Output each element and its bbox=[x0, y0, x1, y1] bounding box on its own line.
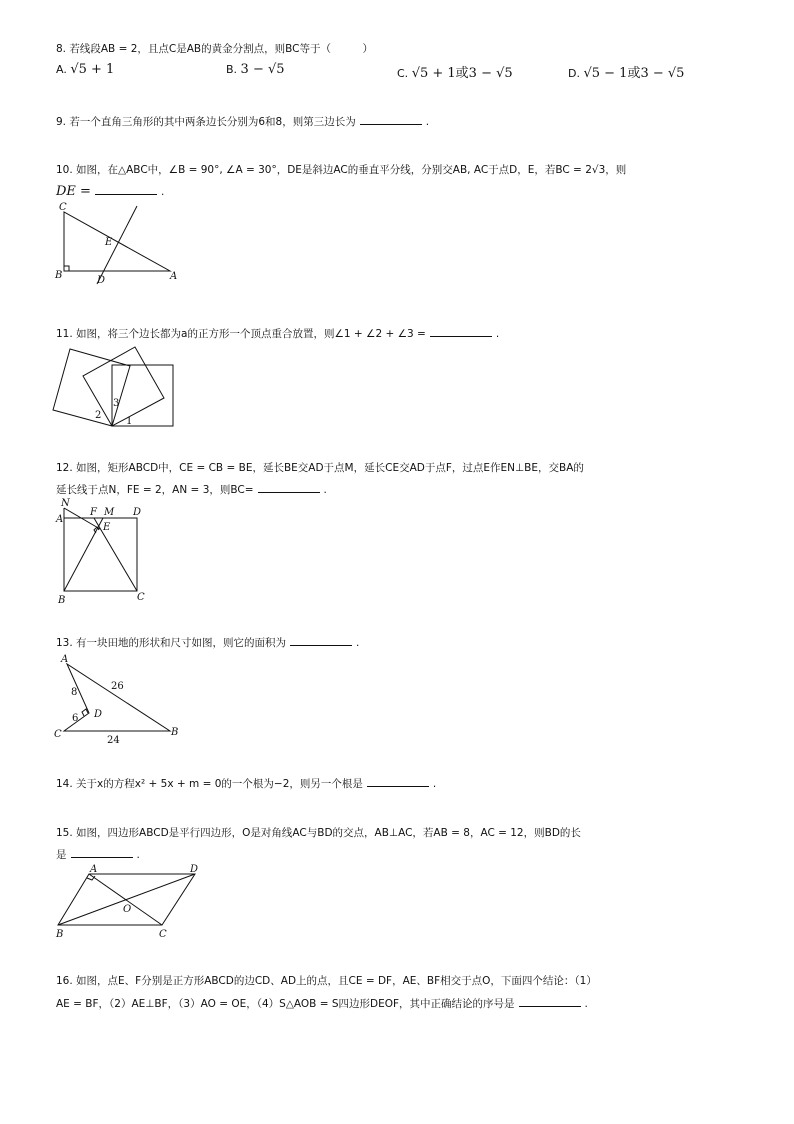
q13-label-cd: 6 bbox=[72, 713, 79, 724]
q15-label-a: A bbox=[90, 864, 98, 875]
q16-stem-2: AE = BF，（2）AE⊥BF，（3）AO = OE，（4）S△AOB = S四边形DEOF，其中正确结论的序号是 . bbox=[56, 998, 588, 1010]
q10-label-d: D bbox=[97, 275, 106, 286]
q13-label-ab: 26 bbox=[111, 681, 124, 692]
q8-stem: 8. 若线段AB = 2，且点C是AB的黄金分割点，则BC等于（ ） bbox=[56, 43, 373, 55]
q8-option-a[interactable]: A. √5 + 1 bbox=[56, 62, 115, 77]
q10-label-a: A bbox=[170, 271, 178, 282]
q11-label-1: 1 bbox=[126, 416, 133, 427]
q9-stem: 9. 若一个直角三角形的其中两条边长分别为6和8，则第三边长为 . bbox=[56, 116, 430, 128]
q15-label-b: B bbox=[56, 929, 64, 940]
q13-label-a: A bbox=[61, 654, 69, 665]
q12-stem-2: 延长线于点N，FE = 2，AN = 3，则BC= . bbox=[56, 484, 327, 496]
q10-stem: 10. 如图，在△ABC中，∠B = 90°, ∠A = 30°，DE是斜边AC的垂直平分线，分别交AB, AC于点D，E，若BC = 2√3，则 bbox=[56, 164, 627, 176]
q10-stem-2: DE = . bbox=[56, 184, 165, 199]
q13-label-c: C bbox=[54, 729, 62, 740]
q12-label-b: B bbox=[58, 595, 66, 606]
q12-label-f: F bbox=[90, 507, 97, 518]
q16-stem: 16. 如图，点E、F分别是正方形ABCD的边CD、AD上的点，且CE = DF，AE、BF相交于点O，下面四个结论：（1） bbox=[56, 975, 597, 987]
q11-label-2: 2 bbox=[95, 410, 102, 421]
q13-label-ad: 8 bbox=[71, 687, 78, 698]
q13-label-d: D bbox=[94, 709, 103, 720]
q15-stem: 15. 如图，四边形ABCD是平行四边形，O是对角线AC与BD的交点，AB⊥AC，若AB = 8，AC = 12，则BD的长 bbox=[56, 827, 581, 839]
q8-option-d[interactable]: D. √5 − 1或3 − √5 bbox=[568, 66, 685, 81]
q16-answer-blank[interactable] bbox=[519, 997, 581, 1007]
q13-label-b: B bbox=[171, 727, 179, 738]
q11-stem: 11. 如图，将三个边长都为a的正方形一个顶点重合放置，则∠1 + ∠2 + ∠3 = . bbox=[56, 328, 500, 340]
q12-label-a: A bbox=[56, 514, 64, 525]
q8-option-c[interactable]: C. √5 + 1或3 − √5 bbox=[397, 66, 513, 81]
q12-label-d: D bbox=[133, 507, 142, 518]
q8-option-b[interactable]: B. 3 − √5 bbox=[226, 62, 285, 77]
q12-stem: 12. 如图，矩形ABCD中，CE = CB = BE，延长BE交AD于点M，延长CE交AD于点F，过点E作EN⊥BE，交BA的 bbox=[56, 462, 584, 474]
q13-stem: 13. 有一块田地的形状和尺寸如图，则它的面积为 . bbox=[56, 637, 360, 649]
q10-label-c: C bbox=[59, 202, 67, 213]
q12-label-e: E bbox=[103, 522, 111, 533]
q15-label-o: O bbox=[123, 904, 132, 915]
q15-label-c: C bbox=[159, 929, 167, 940]
q15-stem-2: 是 . bbox=[56, 849, 140, 861]
q10-label-e: E bbox=[105, 237, 113, 248]
q13-label-cb: 24 bbox=[107, 735, 120, 746]
q15-label-d: D bbox=[190, 864, 199, 875]
q12-label-m: M bbox=[104, 507, 115, 518]
q11-label-3: 3 bbox=[113, 398, 120, 409]
q12-label-n: N bbox=[61, 498, 70, 509]
q14-stem: 14. 关于x的方程x² + 5x + m = 0的一个根为−2，则另一个根是 . bbox=[56, 778, 437, 790]
q10-label-b: B bbox=[55, 270, 63, 281]
q12-label-c: C bbox=[137, 592, 145, 603]
